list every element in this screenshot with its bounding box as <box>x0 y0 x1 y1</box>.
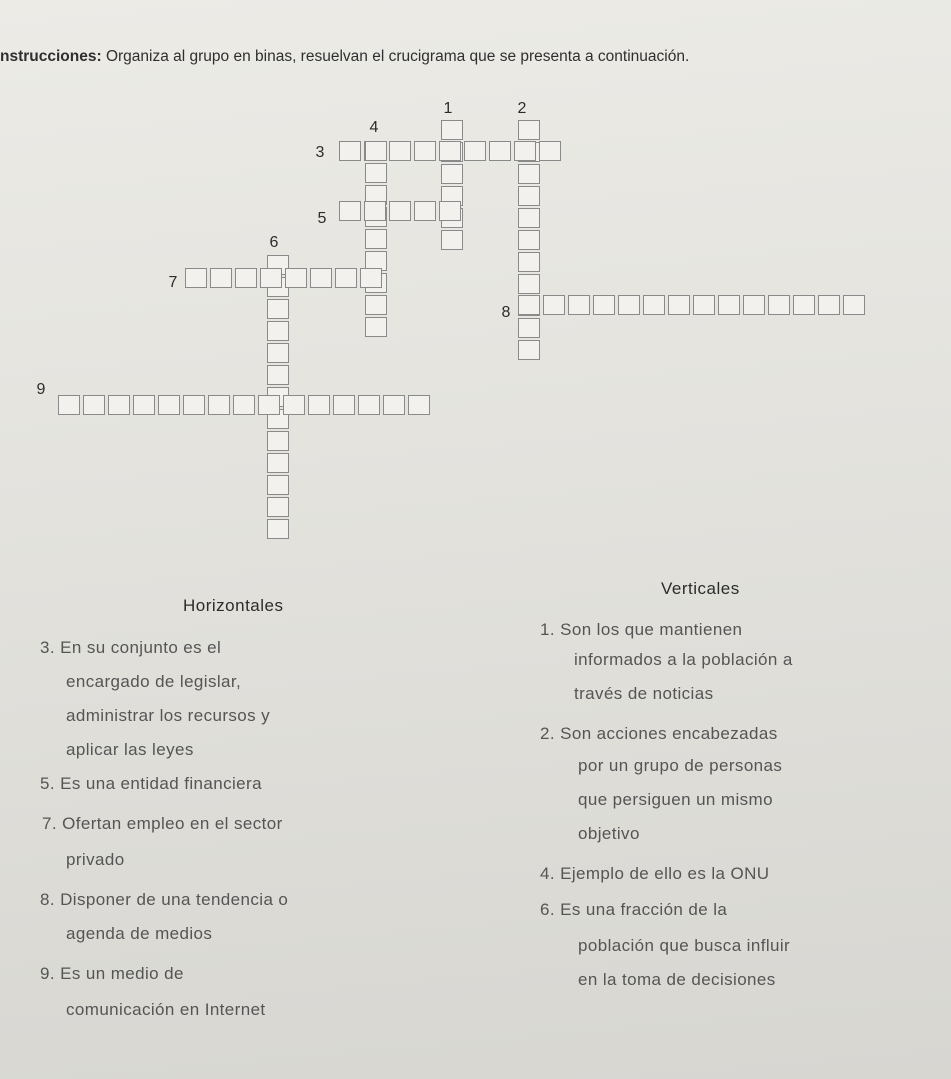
clue-number-1: 1 <box>443 100 453 117</box>
clue-number-5: 5 <box>317 210 327 227</box>
crossword-cell[interactable] <box>383 395 405 415</box>
crossword-cell[interactable] <box>333 395 355 415</box>
vertical-clue-line: objetivo <box>578 824 640 843</box>
crossword-cell[interactable] <box>539 141 561 161</box>
crossword-cell[interactable] <box>439 141 461 161</box>
crossword-cell[interactable] <box>489 141 511 161</box>
crossword-cell[interactable] <box>514 141 536 161</box>
crossword-cell[interactable] <box>793 295 815 315</box>
vertical-clue-line: en la toma de decisiones <box>578 970 776 989</box>
crossword-cell[interactable] <box>308 395 330 415</box>
crossword-cell[interactable] <box>235 268 257 288</box>
crossword-cell[interactable] <box>414 201 436 221</box>
crossword-cell[interactable] <box>339 201 361 221</box>
crossword-cell[interactable] <box>518 186 540 206</box>
crossword-cell[interactable] <box>283 395 305 415</box>
crossword-cell[interactable] <box>843 295 865 315</box>
verticales-title: Verticales <box>661 579 740 598</box>
crossword-cell[interactable] <box>260 268 282 288</box>
horizontal-clue-line: comunicación en Internet <box>66 1000 266 1019</box>
crossword-cell[interactable] <box>365 163 387 183</box>
vertical-clue-line: 4. Ejemplo de ello es la ONU <box>540 864 770 883</box>
crossword-cell[interactable] <box>208 395 230 415</box>
crossword-cell[interactable] <box>358 395 380 415</box>
crossword-cell[interactable] <box>210 268 232 288</box>
clue-number-4: 4 <box>369 119 379 136</box>
crossword-cell[interactable] <box>768 295 790 315</box>
crossword-cell[interactable] <box>389 201 411 221</box>
crossword-cell[interactable] <box>339 141 361 161</box>
horizontal-clue-line: privado <box>66 850 125 869</box>
crossword-cell[interactable] <box>267 497 289 517</box>
crossword-cell[interactable] <box>441 120 463 140</box>
clue-number-7: 7 <box>168 274 178 291</box>
crossword-cell[interactable] <box>83 395 105 415</box>
crossword-cell[interactable] <box>618 295 640 315</box>
crossword-cell[interactable] <box>267 431 289 451</box>
crossword-cell[interactable] <box>414 141 436 161</box>
crossword-cell[interactable] <box>267 365 289 385</box>
crossword-cell[interactable] <box>267 519 289 539</box>
crossword-cell[interactable] <box>643 295 665 315</box>
crossword-cell[interactable] <box>310 268 332 288</box>
crossword-cell[interactable] <box>365 229 387 249</box>
crossword-cell[interactable] <box>267 343 289 363</box>
clue-number-9: 9 <box>36 381 46 398</box>
crossword-cell[interactable] <box>365 141 387 161</box>
crossword-cell[interactable] <box>743 295 765 315</box>
horizontal-clue-line: encargado de legislar, <box>66 672 242 691</box>
crossword-cell[interactable] <box>439 201 461 221</box>
horizontal-clue-line: administrar los recursos y <box>66 706 271 725</box>
crossword-cell[interactable] <box>389 141 411 161</box>
horizontal-clue-line: 5. Es una entidad financiera <box>40 774 262 793</box>
crossword-cell[interactable] <box>365 317 387 337</box>
crossword-cell[interactable] <box>365 295 387 315</box>
horizontal-clue-line: 3. En su conjunto es el <box>40 638 222 657</box>
crossword-cell[interactable] <box>668 295 690 315</box>
vertical-clue-line: que persiguen un mismo <box>578 790 773 809</box>
crossword-cell[interactable] <box>593 295 615 315</box>
crossword-cell[interactable] <box>408 395 430 415</box>
vertical-clue-line: población que busca influir <box>578 936 791 955</box>
instructions <box>0 48 951 66</box>
crossword-cell[interactable] <box>518 252 540 272</box>
crossword-cell[interactable] <box>518 340 540 360</box>
crossword-cell[interactable] <box>518 120 540 140</box>
crossword-cell[interactable] <box>718 295 740 315</box>
crossword-cell[interactable] <box>58 395 80 415</box>
crossword-cell[interactable] <box>183 395 205 415</box>
instructions-text: Organiza al grupo en binas, resuelvan el crucigrama que se presenta a continuación. <box>101 48 690 65</box>
crossword-cell[interactable] <box>441 164 463 184</box>
crossword-cell[interactable] <box>267 475 289 495</box>
crossword-cell[interactable] <box>258 395 280 415</box>
crossword-cell[interactable] <box>233 395 255 415</box>
crossword-cell[interactable] <box>518 318 540 338</box>
clue-number-6: 6 <box>269 234 279 251</box>
instructions-label: nstrucciones: <box>0 48 102 65</box>
crossword-cell[interactable] <box>693 295 715 315</box>
crossword-cell[interactable] <box>518 274 540 294</box>
crossword-cell[interactable] <box>158 395 180 415</box>
crossword-cell[interactable] <box>464 141 486 161</box>
crossword-cell[interactable] <box>818 295 840 315</box>
crossword-cell[interactable] <box>267 321 289 341</box>
crossword-cell[interactable] <box>568 295 590 315</box>
crossword-cell[interactable] <box>360 268 382 288</box>
horizontal-clue-line: aplicar las leyes <box>66 740 194 759</box>
crossword-cell[interactable] <box>518 295 540 315</box>
vertical-clue-line: por un grupo de personas <box>578 756 783 775</box>
crossword-cell[interactable] <box>108 395 130 415</box>
crossword-cell[interactable] <box>185 268 207 288</box>
horizontal-clue-line: agenda de medios <box>66 924 213 943</box>
crossword-cell[interactable] <box>518 230 540 250</box>
vertical-clue-line: informados a la población a <box>574 650 793 669</box>
crossword-cell[interactable] <box>285 268 307 288</box>
crossword-cell[interactable] <box>543 295 565 315</box>
crossword-cell[interactable] <box>518 164 540 184</box>
horizontal-clue-line: 9. Es un medio de <box>40 964 184 983</box>
crossword-cell[interactable] <box>267 299 289 319</box>
crossword-cell[interactable] <box>133 395 155 415</box>
horizontal-clue-line: 7. Ofertan empleo en el sector <box>42 814 283 833</box>
vertical-clue-line: 6. Es una fracción de la <box>540 900 728 919</box>
clue-number-2: 2 <box>517 100 527 117</box>
vertical-clue-line: 2. Son acciones encabezadas <box>540 724 778 743</box>
crossword-cell[interactable] <box>518 208 540 228</box>
horizontal-clue-line: 8. Disponer de una tendencia o <box>40 890 289 909</box>
crossword-cell[interactable] <box>335 268 357 288</box>
crossword-cell[interactable] <box>364 201 386 221</box>
crossword-cell[interactable] <box>441 230 463 250</box>
clue-number-8: 8 <box>501 304 511 321</box>
vertical-clue-line: 1. Son los que mantienen <box>540 620 743 639</box>
vertical-clue-line: través de noticias <box>574 684 714 703</box>
clue-number-3: 3 <box>315 144 325 161</box>
crossword-cell[interactable] <box>267 453 289 473</box>
horizontales-title: Horizontales <box>183 596 284 615</box>
